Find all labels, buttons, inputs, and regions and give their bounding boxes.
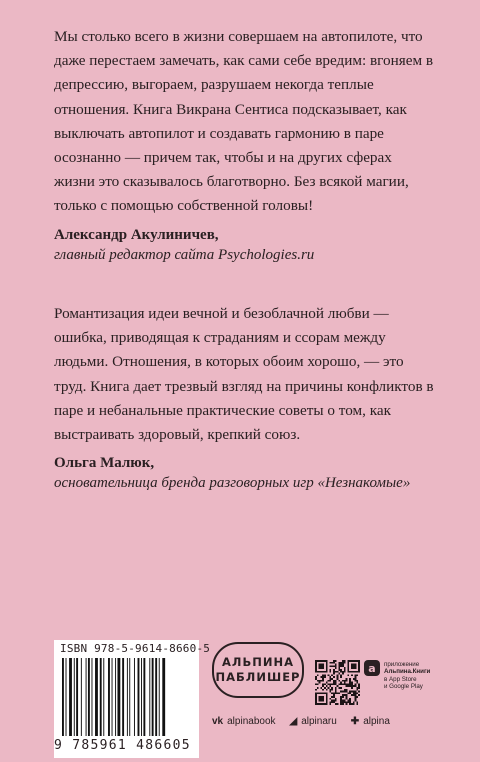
publisher-logo-line1: АЛЬПИНА	[222, 655, 294, 669]
social-label: alpina	[363, 716, 390, 727]
barcode-bars	[62, 658, 194, 736]
telegram-icon: ◢	[289, 716, 298, 727]
publisher-logo	[212, 642, 304, 698]
app-promo-line: и Google Play	[384, 683, 423, 691]
quote-text: Романтизация идеи вечной и безоблачной любви — ошибка, приводящая к страданиям и ссорам между людьми. Отношения, в которых обоим хорошо, — это труд. Книга дает трезвый взгляд на причины конфликтов в паре и небанальные практические советы о том, как выстраивать здоровый, крепкий союз.	[54, 305, 434, 444]
social-label: alpinabook	[227, 716, 276, 727]
app-promo-line: в App Store	[384, 675, 417, 683]
quote-author-role: основательница бренда разговорных игр «Незнакомые»	[54, 475, 411, 492]
vk-icon: vk	[212, 716, 224, 727]
barcode	[54, 640, 211, 758]
quote-author: Александр Акулиничев,	[54, 226, 219, 243]
app-promo-text	[384, 661, 464, 691]
app-logo-icon: a	[364, 660, 380, 676]
app-promo-line: Альпина.Книги	[384, 668, 431, 676]
quote-block-2	[54, 302, 434, 493]
social-telegram[interactable]	[290, 716, 337, 727]
isbn-label: ISBN 978-5-9614-8660-5	[60, 642, 211, 655]
social-vk[interactable]	[212, 716, 276, 727]
plus-icon: ✚	[350, 716, 360, 727]
publisher-logo-line2: ПАБЛИШЕР	[215, 670, 301, 684]
quote-author-role: главный редактор сайта Psychologies.ru	[54, 246, 315, 263]
qr-code	[315, 660, 360, 705]
app-promo-line: приложение	[384, 661, 420, 668]
quote-text: Мы столько всего в жизни совершаем на автопилоте, что даже перестаем замечать, как сами себе вредим: вгоняем в депрессию, выгораем, разрушаем некогда теплые отношения. Книга Викрана Сентиса подсказывает, как выключать автопилот и создавать гармонию в паре осознанно — причем так, чтобы и на других сферах жизни это сказывалось благотворно. Без всякой магии, только с помощью собственной головы!	[54, 28, 434, 215]
quote-block-1	[54, 25, 434, 265]
quote-author: Ольга Малюк,	[54, 455, 155, 472]
ean-digits: 9 785961 486605	[54, 738, 191, 753]
social-label: alpinaru	[301, 716, 337, 727]
social-links	[212, 716, 390, 727]
social-plus[interactable]	[351, 716, 390, 727]
